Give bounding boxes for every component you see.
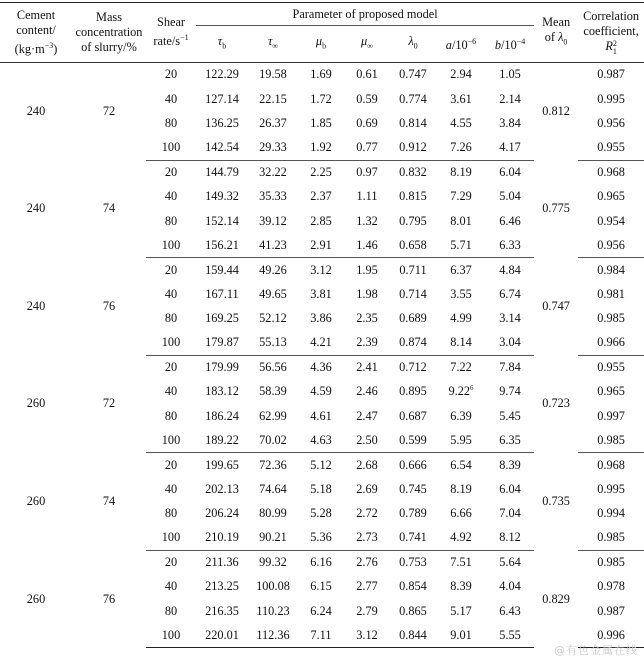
cell-tau-b: 159.44 (205, 262, 239, 277)
cell-mu-b: 3.12 (310, 262, 332, 277)
cell-tau-inf: 80.99 (259, 506, 287, 521)
cell-tau-b: 206.24 (205, 506, 239, 521)
cell-correlation: 0.954 (597, 213, 625, 228)
cell-shear-rate: 40 (164, 286, 178, 301)
cell-correlation: 0.985 (578, 526, 644, 550)
cell-tau-b: 186.24 (205, 408, 239, 423)
cell-b: 4.84 (499, 262, 521, 277)
cell-mu-inf: 2.50 (344, 428, 390, 452)
cell-lambda0: 0.689 (399, 311, 427, 326)
header-mu-inf: $\mu_\infty$ (344, 26, 390, 63)
cell-lambda0: 0.895 (399, 384, 427, 399)
cell-a: 4.92 (436, 526, 486, 550)
cell-shear-rate: 100 (146, 331, 196, 355)
cell-mass-concentration: 76 (102, 591, 116, 606)
cell-mean-lambda: 0.812 (542, 104, 570, 119)
cell-correlation: 0.987 (597, 603, 625, 618)
cell-b: 6.46 (499, 213, 521, 228)
cell-tau-inf: 62.99 (259, 408, 287, 423)
cell-correlation: 0.978 (597, 579, 625, 594)
cell-tau-inf: 100.08 (256, 579, 290, 594)
cell-correlation: 0.995 (597, 481, 625, 496)
cell-lambda0: 0.844 (390, 623, 436, 647)
cell-mu-b: 4.59 (310, 384, 332, 399)
cell-shear-rate: 40 (164, 91, 178, 106)
cell-mu-inf: 2.73 (344, 526, 390, 550)
cell-lambda0: 0.795 (399, 213, 427, 228)
cell-mu-b: 2.25 (310, 165, 332, 179)
cell-mu-inf: 2.77 (356, 579, 378, 594)
cell-tau-inf: 58.39 (259, 384, 287, 399)
cell-correlation: 0.956 (597, 115, 625, 130)
cell-b: 4.04 (499, 579, 521, 594)
cell-shear-rate: 20 (164, 457, 178, 472)
table-row (0, 258, 644, 282)
cell-correlation: 0.995 (597, 91, 625, 106)
cell-shear-rate: 100 (146, 428, 196, 452)
cell-mu-inf: 1.46 (344, 233, 390, 257)
cell-tau-b: 156.21 (196, 233, 248, 257)
cell-b: 4.17 (486, 136, 534, 160)
cell-mu-b: 5.36 (298, 526, 344, 550)
cell-a: 6.37 (450, 262, 472, 277)
table-body (0, 63, 644, 648)
cell-b: 8.12 (486, 526, 534, 550)
cell-shear-rate: 100 (146, 233, 196, 257)
cell-a: 7.22 (450, 360, 472, 375)
table-row (0, 550, 644, 574)
cell-b: 5.64 (499, 555, 521, 570)
cell-a: 8.01 (450, 213, 472, 228)
cell-shear-rate: 40 (164, 384, 178, 399)
cell-correlation: 0.985 (597, 311, 625, 326)
cell-tau-inf: 29.33 (248, 136, 298, 160)
cell-a: 5.71 (436, 233, 486, 257)
cell-tau-b: 179.87 (196, 331, 248, 355)
cell-lambda0: 0.741 (390, 526, 436, 550)
cell-correlation: 0.981 (597, 286, 625, 301)
header-mass-concentration: Mass concentration of slurry/% (72, 3, 146, 63)
cell-mu-inf: 1.11 (356, 189, 378, 204)
cell-mu-b: 3.86 (310, 311, 332, 326)
cell-lambda0: 0.753 (399, 555, 427, 570)
cell-a: 2.94 (450, 67, 472, 82)
cell-mu-inf: 0.59 (356, 91, 378, 106)
cell-mu-inf: 2.41 (356, 360, 378, 375)
cell-mu-b: 4.36 (310, 360, 332, 375)
cell-mu-inf: 0.69 (356, 115, 378, 130)
cell-tau-inf: 49.26 (259, 262, 287, 277)
cell-mu-b: 5.12 (310, 457, 332, 472)
table-row (0, 453, 644, 477)
cell-tau-b: 127.14 (205, 91, 239, 106)
cell-b: 5.04 (499, 189, 521, 204)
cell-mu-b: 1.69 (310, 67, 332, 82)
cell-mass-concentration: 74 (102, 201, 116, 216)
cell-lambda0: 0.854 (399, 579, 427, 594)
cell-shear-rate: 80 (164, 115, 178, 130)
cell-tau-b: 144.79 (205, 165, 239, 179)
cell-lambda0: 0.747 (399, 67, 427, 82)
header-model-parameters: Parameter of proposed model (196, 3, 534, 26)
cell-a: 4.55 (450, 115, 472, 130)
watermark: @有色金属在线 (554, 644, 638, 657)
cell-shear-rate: 100 (146, 526, 196, 550)
cell-mu-b: 4.63 (298, 428, 344, 452)
cell-a: 9.22$^6$ (448, 384, 474, 399)
cell-shear-rate: 20 (164, 67, 178, 82)
cell-lambda0: 0.865 (399, 603, 427, 618)
cell-shear-rate: 20 (164, 262, 178, 277)
cell-tau-inf: 26.37 (259, 115, 287, 130)
cell-tau-b: 183.12 (205, 384, 239, 399)
cell-shear-rate: 20 (164, 555, 178, 570)
cell-lambda0: 0.666 (399, 457, 427, 472)
cell-lambda0: 0.789 (399, 506, 427, 521)
cell-correlation: 0.955 (597, 360, 625, 375)
cell-lambda0: 0.815 (399, 189, 427, 204)
cell-a: 8.14 (436, 331, 486, 355)
cell-correlation: 0.987 (597, 67, 625, 82)
cell-tau-inf: 22.15 (259, 91, 287, 106)
cell-lambda0: 0.912 (390, 136, 436, 160)
cell-b: 5.55 (486, 623, 534, 647)
cell-tau-inf: 41.23 (248, 233, 298, 257)
cell-a: 8.19 (450, 481, 472, 496)
cell-mean-lambda: 0.829 (542, 591, 570, 606)
cell-lambda0: 0.658 (390, 233, 436, 257)
cell-a: 4.99 (450, 311, 472, 326)
cell-tau-b: 152.14 (205, 213, 239, 228)
cell-shear-rate: 80 (164, 311, 178, 326)
cell-tau-inf: 74.64 (259, 481, 287, 496)
cell-tau-inf: 70.02 (248, 428, 298, 452)
header-lambda0: $\lambda_0$ (390, 26, 436, 63)
cell-tau-b: 216.35 (205, 603, 239, 618)
cell-b: 6.35 (486, 428, 534, 452)
cell-mu-inf: 0.77 (344, 136, 390, 160)
header-correlation-coefficient: Correlation coefficient, R 2 1 (578, 3, 644, 63)
cell-tau-inf: 55.13 (248, 331, 298, 355)
cell-mass-concentration: 72 (102, 104, 116, 119)
cell-a: 5.17 (450, 603, 472, 618)
cell-correlation: 0.966 (578, 331, 644, 355)
cell-tau-b: 122.29 (205, 67, 239, 82)
cell-shear-rate: 20 (164, 165, 178, 179)
table-row (0, 355, 644, 379)
cell-tau-inf: 49.65 (259, 286, 287, 301)
cell-shear-rate: 40 (164, 481, 178, 496)
cell-mass-concentration: 72 (102, 396, 116, 411)
cell-tau-inf: 35.33 (259, 189, 287, 204)
cell-a: 8.39 (450, 579, 472, 594)
cell-correlation: 0.984 (597, 262, 625, 277)
cell-correlation: 0.965 (597, 384, 625, 399)
cell-correlation: 0.985 (578, 428, 644, 452)
cell-tau-inf: 39.12 (259, 213, 287, 228)
cell-mu-b: 6.24 (310, 603, 332, 618)
cell-lambda0: 0.745 (399, 481, 427, 496)
cell-b: 6.33 (486, 233, 534, 257)
cell-mu-b: 2.37 (310, 189, 332, 204)
cell-mu-b: 6.16 (310, 555, 332, 570)
cell-b: 3.04 (486, 331, 534, 355)
cell-tau-inf: 99.32 (259, 555, 287, 570)
cell-mass-concentration: 74 (102, 494, 116, 509)
cell-tau-b: 199.65 (205, 457, 239, 472)
cell-tau-b: 213.25 (205, 579, 239, 594)
cell-a: 6.66 (450, 506, 472, 521)
header-cement-content: Cement content/ $(kg\cdot m^{-3})$ (0, 3, 72, 63)
cell-mu-inf: 1.32 (356, 213, 378, 228)
cell-lambda0: 0.711 (399, 262, 427, 277)
cell-shear-rate: 80 (164, 603, 178, 618)
cell-mu-inf: 2.35 (356, 311, 378, 326)
cell-lambda0: 0.599 (390, 428, 436, 452)
cell-b: 5.45 (499, 408, 521, 423)
cell-cement-content: 260 (26, 591, 46, 606)
cell-shear-rate: 100 (146, 623, 196, 647)
cell-mean-lambda: 0.735 (542, 494, 570, 509)
cell-mean-lambda: 0.723 (542, 396, 570, 411)
cell-mu-b: 2.91 (298, 233, 344, 257)
cell-mu-b: 6.15 (310, 579, 332, 594)
cell-tau-b: 167.11 (205, 286, 239, 301)
cell-a: 6.54 (450, 457, 472, 472)
cell-a: 9.01 (436, 623, 486, 647)
cell-shear-rate: 20 (164, 360, 178, 375)
header-b: $b/10^{-4}$ (486, 26, 534, 63)
cell-b: 6.04 (499, 481, 521, 496)
cell-a: 3.61 (450, 91, 472, 106)
cell-correlation: 0.956 (578, 233, 644, 257)
cell-a: 5.95 (436, 428, 486, 452)
cell-lambda0: 0.687 (399, 408, 427, 423)
cell-correlation: 0.997 (597, 408, 625, 423)
cell-mu-b: 1.85 (310, 115, 332, 130)
cell-b: 6.74 (499, 286, 521, 301)
cell-mu-inf: 0.61 (356, 67, 378, 82)
cell-tau-b: 169.25 (205, 311, 239, 326)
footnote-mark: 6 (470, 384, 474, 393)
cell-lambda0: 0.814 (399, 115, 427, 130)
cell-cement-content: 240 (26, 104, 46, 119)
cell-cement-content: 260 (26, 396, 46, 411)
cell-tau-inf: 90.21 (248, 526, 298, 550)
cell-correlation: 0.955 (578, 136, 644, 160)
cell-correlation: 0.968 (597, 457, 625, 472)
cell-correlation: 0.985 (597, 555, 625, 570)
header-tau-inf: $\tau_\infty$ (248, 26, 298, 63)
cell-cement-content: 260 (26, 494, 46, 509)
cell-mu-inf: 0.97 (356, 165, 378, 179)
cell-a: 7.29 (450, 189, 472, 204)
table-row (0, 160, 644, 184)
cell-a: 7.51 (450, 555, 472, 570)
cell-mu-b: 7.11 (298, 623, 344, 647)
cell-lambda0: 0.712 (399, 360, 427, 375)
cell-tau-b: 211.36 (205, 555, 239, 570)
cell-tau-b: 202.13 (205, 481, 239, 496)
cell-b: 3.84 (499, 115, 521, 130)
cell-tau-inf: 112.36 (248, 623, 298, 647)
cell-tau-inf: 72.36 (259, 457, 287, 472)
header-a: $a/10^{-6}$ (436, 26, 486, 63)
cell-tau-b: 220.01 (196, 623, 248, 647)
cell-mu-b: 1.72 (310, 91, 332, 106)
header-tau-b: $\tau_b$ (196, 26, 248, 63)
cell-shear-rate: 80 (164, 506, 178, 521)
cell-lambda0: 0.874 (390, 331, 436, 355)
cell-correlation: 0.968 (597, 165, 625, 179)
cell-mu-b: 5.18 (310, 481, 332, 496)
cell-mu-inf: 2.69 (356, 481, 378, 496)
cell-tau-inf: 19.58 (259, 67, 287, 82)
cell-a: 7.26 (436, 136, 486, 160)
cell-mu-b: 2.85 (310, 213, 332, 228)
cell-tau-b: 142.54 (196, 136, 248, 160)
cell-shear-rate: 40 (164, 579, 178, 594)
cell-mu-inf: 3.12 (344, 623, 390, 647)
cell-tau-inf: 110.23 (256, 603, 290, 618)
cell-mu-b: 5.28 (310, 506, 332, 521)
cell-tau-b: 179.99 (205, 360, 239, 375)
cell-mean-lambda: 0.747 (542, 298, 570, 313)
cell-shear-rate: 80 (164, 408, 178, 423)
cell-b: 6.04 (499, 165, 521, 179)
cell-tau-b: 149.32 (205, 189, 239, 204)
cell-tau-inf: 52.12 (259, 311, 287, 326)
cell-tau-inf: 32.22 (259, 165, 287, 179)
cell-cement-content: 240 (26, 201, 46, 216)
cell-b: 6.43 (499, 603, 521, 618)
cell-mu-b: 3.81 (310, 286, 332, 301)
cell-lambda0: 0.714 (399, 286, 427, 301)
cell-mu-b: 4.61 (310, 408, 332, 423)
cell-b: 1.05 (499, 67, 521, 82)
cell-mu-inf: 2.79 (356, 603, 378, 618)
cell-mu-inf: 1.98 (356, 286, 378, 301)
cell-mu-inf: 2.76 (356, 555, 378, 570)
cell-b: 8.39 (499, 457, 521, 472)
cell-lambda0: 0.832 (399, 165, 427, 179)
cell-mu-inf: 2.46 (356, 384, 378, 399)
cell-lambda0: 0.774 (399, 91, 427, 106)
cell-correlation: 0.994 (597, 506, 625, 521)
cell-mu-inf: 2.47 (356, 408, 378, 423)
cell-b: 2.14 (499, 91, 521, 106)
cell-mu-b: 4.21 (298, 331, 344, 355)
cell-a: 3.55 (450, 286, 472, 301)
cell-mu-inf: 2.72 (356, 506, 378, 521)
cell-b: 7.04 (499, 506, 521, 521)
cell-shear-rate: 80 (164, 213, 178, 228)
cell-a: 6.39 (450, 408, 472, 423)
cell-b: 9.74 (499, 384, 521, 399)
cell-tau-b: 210.19 (196, 526, 248, 550)
cell-a: 8.19 (450, 165, 472, 179)
cell-mass-concentration: 76 (102, 298, 116, 313)
header-shear-rate: Shear rate/$s^{-1}$ (146, 3, 196, 63)
cell-mu-inf: 2.68 (356, 457, 378, 472)
cell-shear-rate: 100 (146, 136, 196, 160)
cell-correlation: 0.965 (597, 189, 625, 204)
cell-shear-rate: 40 (164, 189, 178, 204)
cell-b: 7.84 (499, 360, 521, 375)
cell-mu-inf: 1.95 (356, 262, 378, 277)
header-mean-lambda: Mean of $\lambda_0$ (534, 3, 578, 63)
cell-mu-inf: 2.39 (344, 331, 390, 355)
table-row (0, 63, 644, 87)
cell-cement-content: 240 (26, 298, 46, 313)
cell-tau-b: 136.25 (205, 115, 239, 130)
rheology-parameter-table (0, 2, 644, 648)
cell-b: 3.14 (499, 311, 521, 326)
cell-tau-b: 189.22 (196, 428, 248, 452)
cell-mu-b: 1.92 (298, 136, 344, 160)
header-mu-b: $\mu_b$ (298, 26, 344, 63)
cell-correlation: 0.996 (578, 623, 644, 647)
cell-mean-lambda: 0.775 (542, 201, 570, 216)
cell-tau-inf: 56.56 (259, 360, 287, 375)
